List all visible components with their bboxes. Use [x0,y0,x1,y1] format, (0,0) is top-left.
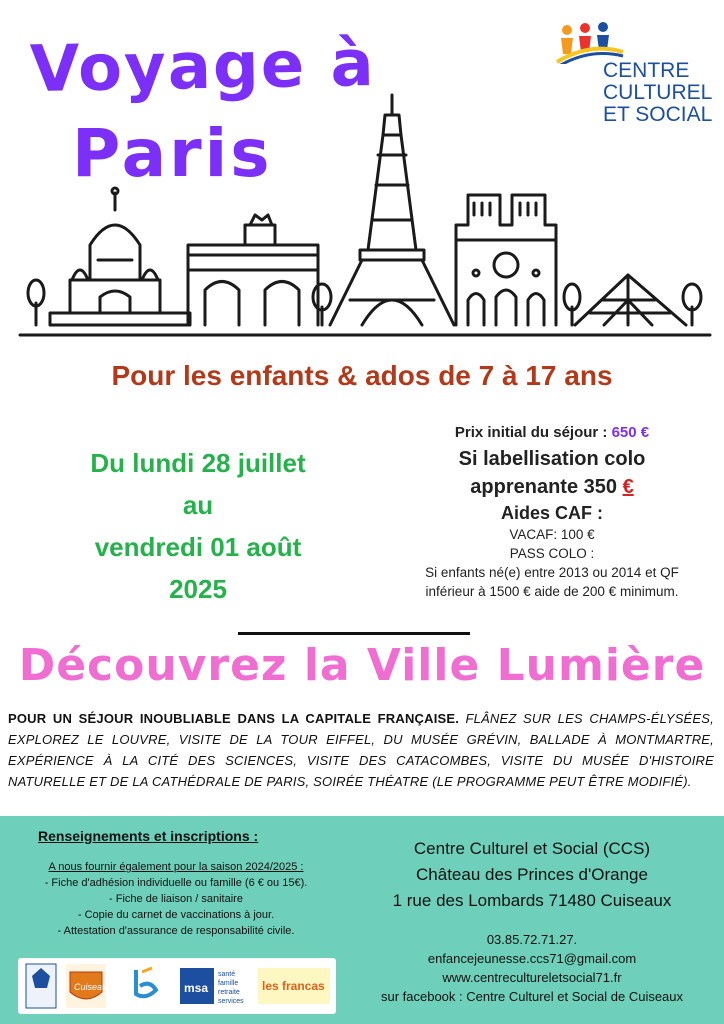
dates-line1: Du lundi 28 juillet [90,448,306,478]
trip-dates [28,442,368,610]
initial-price-label: Prix initial du séjour : [454,424,608,441]
requirement-item: - Fiche d'adhésion individuelle ou famille (6 € ou 15€). [44,877,308,889]
dates-line3: vendredi 01 août [94,532,302,562]
registration-requirements [0,859,352,939]
initial-price-value: 650 € [611,424,650,441]
svg-text:Cuiseaux: Cuiseaux [74,982,112,992]
initial-price [380,424,724,441]
email-link[interactable]: enfancejeunesse.ccs71@gmail.com [427,951,637,966]
logo-line1: CENTRE [603,59,690,82]
dates-line2: au [182,490,214,520]
ccs-address [340,836,724,914]
partner-logos-icon [18,958,336,1014]
requirements-intro: A nous fournir également pour la saison 2024/2025 : [48,861,304,873]
msa-caption-4: services [218,998,244,1005]
program-activities: FLÂNEZ SUR LES CHAMPS-ÉLYSÉES, EXPLOREZ LE LOUVRE, VISITE DE LA TOUR EIFFEL, DU MUSÉE GRÉVIN, BALLADE À MONTMARTRE, EXPÉRIENCE À LA CITÉ DES SCIENCES, VISITE DES CATACOMBES, VISITE DU MUSÉE D'HISTOIRE NATURELLE ET DE LA CATHÉDRALE DE PARIS, SOIRÉE THÉATRE (LE PROGRAMME PEUT ÊTRE MODIFIÉ). [8,711,714,789]
condition-line2: inférieur à 1500 € aide de 200 € minimum. [425,584,679,599]
label-price [380,473,724,501]
website-link[interactable]: www.centrecultureletsocial71.fr [442,970,622,985]
program-intro: POUR UN SÉJOUR INOUBLIABLE DANS LA CAPITALE FRANÇAISE. [8,711,460,726]
children-logo-icon [555,22,625,64]
partner-logos-strip [18,958,336,1014]
pricing-block [380,424,724,601]
label-currency: € [622,476,634,498]
ville-lumiere-headline: Découvrez la Ville Lumière [18,640,706,691]
program-description [8,708,714,792]
ccs-street: 1 rue des Lombards 71480 Cuiseaux [392,891,672,910]
label-line1: Si labellisation colo [458,448,646,470]
contact-info [340,930,724,1006]
title-line2: Paris [72,115,273,192]
requirement-item: - Attestation d'assurance de responsabilité civile. [57,925,295,937]
section-divider [238,632,470,635]
msa-caption-1: santé [218,971,236,978]
msa-caption-2: famille [218,980,239,987]
registration-title: Renseignements et inscriptions : [38,828,259,844]
francas-logo-text: les francas [262,979,325,993]
facebook-link[interactable]: sur facebook : Centre Culturel et Social de Cuiseaux [380,989,684,1004]
requirement-item: - Fiche de liaison / sanitaire [109,893,243,905]
condition-line1: Si enfants né(e) entre 2013 ou 2014 et QF [425,565,679,580]
age-range-subtitle: Pour les enfants & ados de 7 à 17 ans [111,360,613,391]
msa-logo-text: msa [184,981,209,995]
paris-skyline-illustration [0,75,724,340]
dates-line4: 2025 [169,574,227,604]
aides-title: Aides CAF : [500,503,603,523]
pass-colo-text: PASS COLO : [509,546,595,561]
requirement-item: - Copie du carnet de vaccinations à jour. [77,909,275,921]
label-line2: apprenante 350 [470,476,618,498]
msa-caption-3: retraite [218,989,240,996]
title-line1: Voyage à [29,26,377,108]
phone-number[interactable]: 03.85.72.71.27. [486,932,578,947]
vacaf-text: VACAF: 100 € [509,527,595,542]
logo-line3: ET SOCIAL [603,103,713,126]
ccs-name: Centre Culturel et Social (CCS) [413,839,651,858]
logo-line2: CULTUREL [603,81,713,104]
ccs-building: Château des Princes d'Orange [416,865,648,884]
